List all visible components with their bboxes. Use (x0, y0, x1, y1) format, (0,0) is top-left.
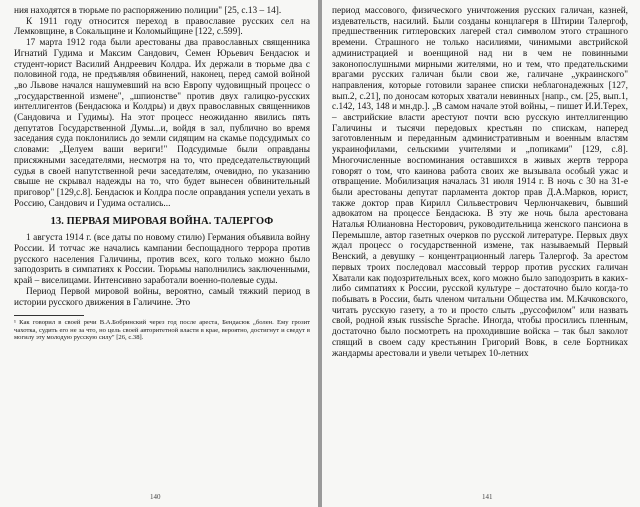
right-page (322, 0, 640, 507)
footnote-text: ¹ Как говорил в своей речи В.А.Бобринский через год после ареста, Бендасюк „болен. Ему грозит чахотка, судить его не за что, но цель своей авторитетной власти в крае, вероятно, достигнут и сведут в могилу эту молодую русскую силу" [26, с.38]. (14, 319, 310, 342)
footnote (14, 319, 310, 342)
paragraph: К 1911 году относится переход в православие русских сел на Лемковщине, в Сокальщине и Коломыйщине [122, с.599]. (14, 16, 310, 38)
page-number: 140 (150, 493, 161, 501)
paragraph: Период Первой мировой войны, вероятно, самый тяжкий период в истории русского движения в Галичине. Это (14, 286, 310, 308)
page-number: 141 (482, 493, 493, 501)
paragraph-continuation: ния находятся в тюрьме по распоряжению полиции" [25, с.13 – 14]. (14, 6, 282, 16)
section-heading: 13. ПЕРВАЯ МИРОВАЯ ВОЙНА. ТАЛЕРГОФ (50, 216, 274, 228)
paragraph-continuation: период массового, физического уничтожения русских галичан, казней, издевательств, насилий. Были созданы концлагеря в Штирии Талергоф, предшественник гитлеровских лагерей стал символом этого страшного времени. Страшного не только насилиями, чинимыми австрийской администрацией и военщиной над ни в чем не повинными законопослушными мирными жителями, но и тем, что предательскими врагами русских галичан были свои же, галичане „украинского" направления, которые готовили заранее списки неблагонадежных [127, вып.2, с.21], по доносам которых хватали невинных [напр., см. [25, вып.1, с.142, 143, 148 и мн.др.]. „В самом начале этой войны, – пишет И.И.Терех, – австрийские власти арестуют почти всю русскую интеллигенцию Галичины и тысячи передовых крестьян по спискам, наперед заготовленным и переданным административным и военным властям украинофилами, сельскими учителями и „попиками" [129, с.8]. Многочисленные воспоминания оставшихся в живых жертв террора говорят о том, что каинова работа своих же вызывала особый ужас и отвращение. Мобилизация началась 31 июля 1914 г. В ночь с 30 на 31-е были арестованы депутат парламента доктор прав Д.А.Марков, юрист, также доктор прав Кирилл Сильвестрович Черлюнчакевич, бывший адвокатом на процессе Бендасюка. В эту же ночь была арестована Наталья Юлиановна Несторович, руководительница женского пансиона в Перемышле, автор газетных очерков по русской литературе. Первых двух ждал процесс о государственной измене, так называемый Первый Венский, а девушку – концентрационный лагерь Талергоф. За арестом первых троих последовал массовый террор против русских галичан Хватали как подозрительных всех, кого можно было заподозрить в каких-либо симпатиях к России, русской культуре – достаточно было когда-то побывать в России, быть членом читальни Общества им. М.Качковского, читать русскую газету, а то и просто слыть „руссофилом" или назвать свой, родной язык russische Sprache. Иногда, чтобы просились пленным, достаточно было посмотреть на проходившие войска – так был заколот спящий в своем саду крестьянин Григорий Вовк, в селе Бортниках жандармы арестовали и увели четырех 10-летних (332, 6, 628, 359)
footnote-divider (14, 315, 84, 316)
left-page (0, 0, 318, 507)
paragraph: 1 августа 1914 г. (все даты по новому стилю) Германия объявила войну России. И тотчас же начались кампании беспощадного террора против русского населения Галичины, против всех, кого только можно было заподозрить в симпатиях к России. Тюрьмы наполнились заключенными, край – виселицами. Интенсивно заработали военно-полевые суды. (14, 233, 310, 287)
paragraph: 17 марта 1912 года были арестованы два православных священника Игнатий Гудима и Максим Сандович, Семен Юрьевич Бендасюк и студент-юрист Василий Андреевич Колдра. Их держали в тюрьме два с половиной года, не предъявляя обвинений, наконец, перед самой войной „во Львове начался нашумевший на всю Европу чудовищный процесс о „государственной измене", „шпионстве" против двух галицко-русских интеллигентов (Бендасюка и Колдры) и двух православных священников (Сандовича и Гудимы). На этот процесс неожиданно явились пять депутатов Государственной Думы...и, войдя в зал, публично во время заседания суда поклонились до земли сидящим на скамье подсудимых со словами: „Целуем ваши вериги!" Подсудимые были оправданы присяжными заседателями, несмотря на то, что председательствующий судья в своей напутственной речи заседателям, очевидно, по указанию свыше не скрывал надежды на то, что будет вынесен обвинительный приговор" [129,с.8]. Бендасюк и Колдра после оправдания успели уехать в Россию, Сандович и Гудима остались... (14, 38, 310, 209)
